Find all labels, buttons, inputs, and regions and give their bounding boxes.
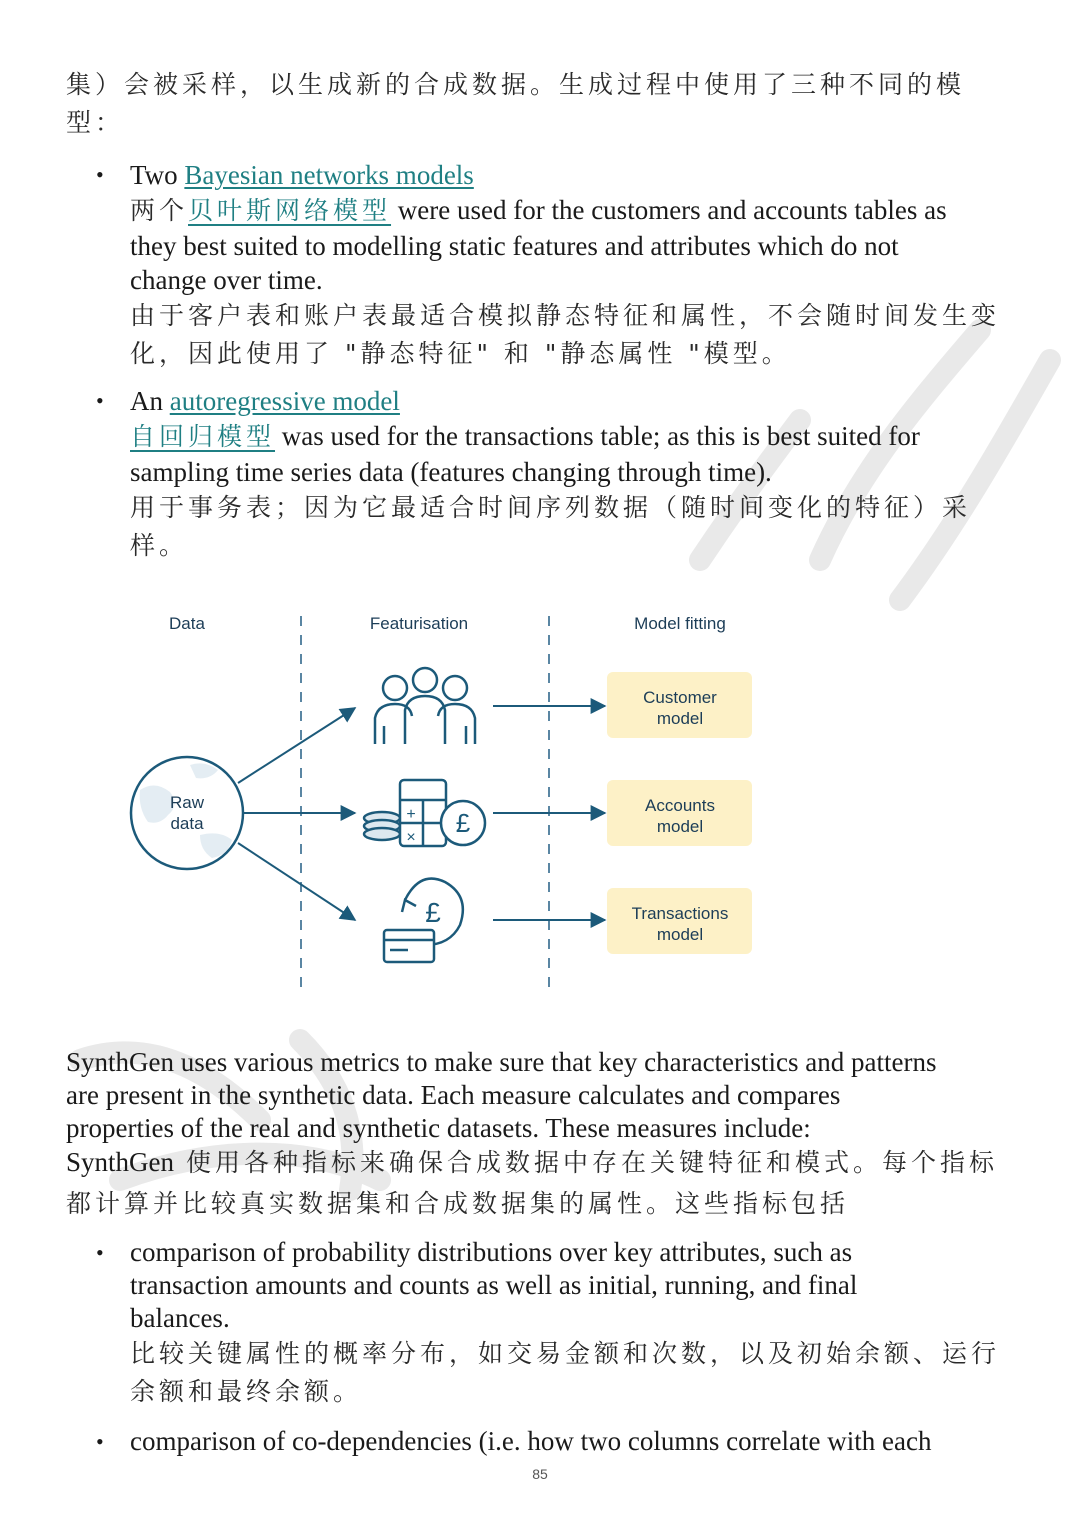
customer-model-label-2: model bbox=[656, 709, 704, 728]
bullet-dot: • bbox=[96, 1429, 104, 1454]
en-rest-1: was used for the transactions table; as this is best suited for bbox=[275, 421, 920, 451]
metrics-paragraph bbox=[66, 1046, 1016, 1223]
transactions-card-icon bbox=[384, 879, 463, 962]
bullet-prefix: An bbox=[130, 386, 170, 416]
bayesian-networks-link[interactable]: Bayesian networks models bbox=[184, 160, 474, 190]
metrics-en-1: SynthGen uses various metrics to make sure that key characteristics and patterns bbox=[66, 1047, 937, 1077]
measure-cn-2: 余额和最终余额。 bbox=[130, 1377, 363, 1406]
intro-line-1: 集）会被采样，以生成新的合成数据。生成过程中使用了三种不同的模 bbox=[66, 70, 966, 99]
page-number: 85 bbox=[532, 1466, 548, 1482]
intro-line-2: 型： bbox=[66, 108, 125, 137]
svg-text:£: £ bbox=[425, 897, 441, 928]
cn-prefix: 两个 bbox=[130, 196, 189, 225]
bullet-dot: • bbox=[96, 1240, 104, 1265]
cn-line-2: 样。 bbox=[130, 531, 189, 560]
synthgen-pipeline-diagram bbox=[120, 600, 780, 1000]
transactions-model-label-1: Transactions bbox=[631, 904, 729, 923]
column-header-featurisation: Featurisation bbox=[369, 614, 469, 633]
intro-paragraph bbox=[66, 66, 1016, 142]
column-header-model-fitting: Model fitting bbox=[634, 614, 726, 633]
raw-data-label-2: data bbox=[170, 814, 204, 833]
en-rest-2: they best suited to modelling static features and attributes which do not bbox=[130, 231, 899, 261]
measure-en-2: transaction amounts and counts as well as initial, running, and final bbox=[130, 1270, 858, 1300]
bullet-prefix: Two bbox=[130, 160, 185, 190]
bullet-dot: • bbox=[96, 162, 104, 187]
bullet-mixed-line bbox=[130, 192, 1010, 229]
transactions-model-box bbox=[607, 888, 752, 954]
accounts-model-box bbox=[607, 780, 752, 846]
accounts-model-label-2: model bbox=[656, 817, 704, 836]
measure-en-1: comparison of co-dependencies (i.e. how two columns correlate with each bbox=[130, 1426, 932, 1456]
metrics-en-3: properties of the real and synthetic datasets. These measures include: bbox=[66, 1113, 811, 1143]
measure-cn-1: 比较关键属性的概率分布，如交易金额和次数，以及初始余额、运行 bbox=[130, 1339, 1001, 1368]
metrics-mixed-line bbox=[66, 1145, 1016, 1185]
metrics-en-2: are present in the synthetic data. Each measure calculates and compares bbox=[66, 1080, 841, 1110]
transactions-model-label-2: model bbox=[656, 925, 704, 944]
en-rest-3: change over time. bbox=[130, 265, 323, 295]
raw-data-label-1: Raw bbox=[169, 793, 205, 812]
cn-line-1: 用于事务表；因为它最适合时间序列数据（随时间变化的特征）采 bbox=[130, 493, 972, 522]
bayesian-cn-link[interactable]: 贝叶斯网络模型 bbox=[188, 196, 392, 225]
column-header-data: Data bbox=[169, 614, 205, 633]
cn-line-2: 化，因此使用了 "静态特征" 和 "静态属性 "模型。 bbox=[130, 339, 791, 368]
accounts-model-label-1: Accounts bbox=[645, 796, 715, 815]
en-rest-1: were used for the customers and accounts tables as bbox=[391, 195, 947, 225]
metrics-synthgen: SynthGen bbox=[66, 1147, 174, 1177]
customers-people-icon bbox=[375, 668, 475, 744]
arrow-to-transactions bbox=[238, 843, 355, 920]
bullet-heading bbox=[130, 158, 1010, 192]
bullet-dot: • bbox=[96, 388, 104, 413]
autoregressive-cn-link[interactable]: 自回归模型 bbox=[130, 422, 276, 451]
customer-model-label-1: Customer bbox=[643, 688, 717, 707]
cn-line-1: 由于客户表和账户表最适合模拟静态特征和属性，不会随时间发生变 bbox=[130, 301, 1001, 330]
metrics-cn-2: 都计算并比较真实数据集和合成数据集的属性。这些指标包括 bbox=[66, 1189, 850, 1218]
svg-text:×: × bbox=[406, 829, 416, 846]
raw-data-globe bbox=[131, 757, 243, 869]
arrow-to-people bbox=[238, 708, 355, 783]
metrics-cn-1: 使用各种指标来确保合成数据中存在关键特征和模式。每个指标 bbox=[174, 1148, 998, 1177]
en-rest-2: sampling time series data (features changing through time). bbox=[130, 457, 772, 487]
customer-model-box bbox=[607, 672, 752, 738]
autoregressive-link[interactable]: autoregressive model bbox=[169, 386, 400, 416]
bullet-mixed-line bbox=[130, 418, 1010, 455]
measure-en-1: comparison of probability distributions over key attributes, such as bbox=[130, 1237, 853, 1267]
bullet-heading bbox=[130, 384, 1010, 418]
measure-en-3: balances. bbox=[130, 1303, 230, 1333]
accounts-calculator-icon bbox=[364, 780, 485, 846]
svg-text:+: + bbox=[406, 806, 416, 823]
svg-text:£: £ bbox=[455, 808, 471, 838]
